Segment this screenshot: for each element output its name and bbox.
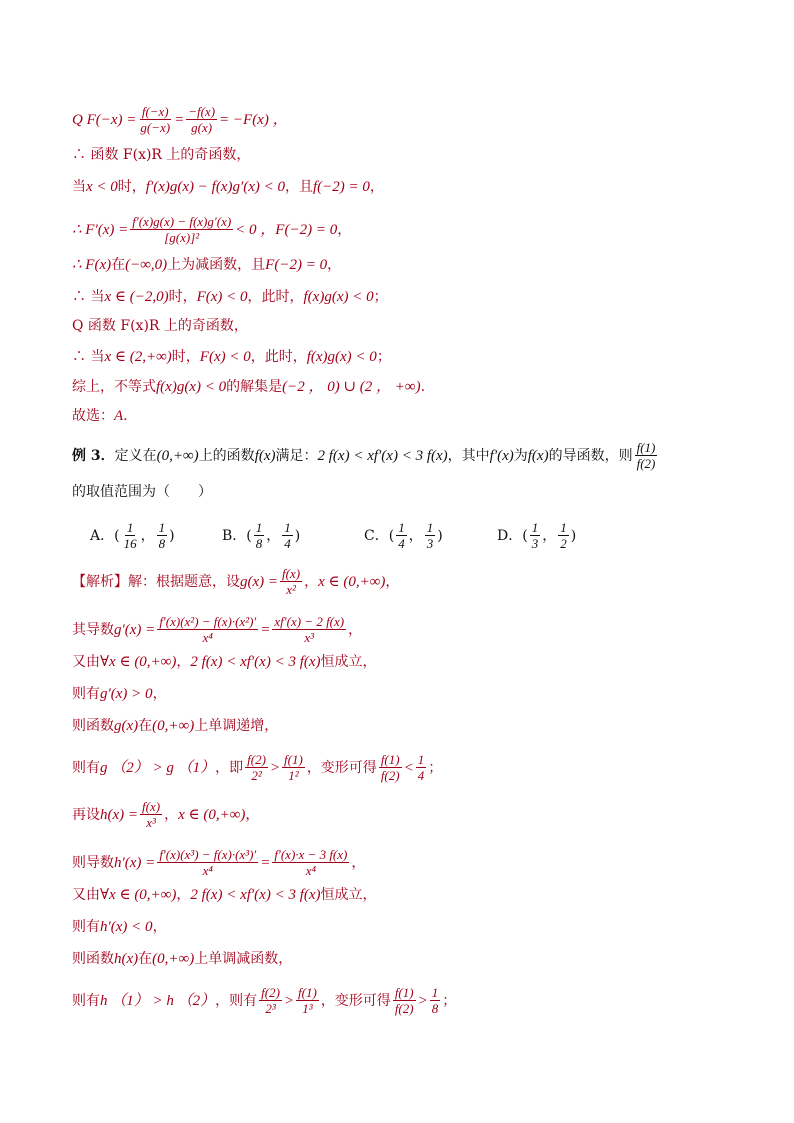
- solution-line-3: 又由 ∀x ∈ (0,+∞) ， 2 f(x) < xf′(x) < 3 f(x) 恒成立，: [72, 654, 377, 670]
- option-d[interactable]: D．( $\frac{1}{3}$ ， $\frac{1}{2}$ ): [497, 520, 577, 551]
- solution-line-1: 【解析】 解：根据题意，设 g(x) = $\frac{f(x)}{\text{x²}}$ ， x ∈ (0,+∞) ，: [72, 566, 400, 597]
- solution-line-7: 再设 h(x) = $\frac{f(x)}{\text{x³}}$ ， x ∈ (0,+∞) ，: [72, 799, 260, 830]
- example-label: 例 3．: [72, 447, 115, 464]
- fraction: $\frac{f(-x)}{g(-x)}$: [140, 104, 171, 135]
- proof-line-9: 综上，不等式 f(x)g(x) < 0 的解集是 (−2 ， 0) ∪ (2 ， +∞) .: [72, 379, 426, 395]
- fraction: $\frac{f'(x)g(x) - f(x)g'(x)}{\text{[g(x)]²}}$: [132, 214, 232, 245]
- proof-line-5: ∴ F(x) 在 (−∞,0) 上为减函数，且 F(−2) = 0 ，: [72, 257, 342, 273]
- proof-line-1: Q F(−x) = $\frac{f(-x)}{g(-x)}$ = $\frac{-f(x)}{g(x)}$ = −F(x) ，: [72, 104, 288, 135]
- proof-line-2: ∴ 函数 F(x)R 上的奇函数，: [72, 147, 251, 163]
- solution-line-5: 则函数 g(x) 在 (0,+∞) 上单调递增，: [72, 718, 279, 734]
- fraction: $\frac{f(1)}{f(2)}$: [636, 440, 656, 471]
- proof-line-7: Q 函数 F(x)R 上的奇函数，: [72, 318, 248, 334]
- proof-line-10: 故选： A .: [72, 408, 128, 424]
- option-b[interactable]: B．( $\frac{1}{8}$ ， $\frac{1}{4}$ ): [222, 520, 301, 551]
- solution-line-12: 则有 h （1） > h （2） ，则有 $\frac{f(2)}{\text{2³}}$ > $\frac{f(1)}{\text{1³}}$ ，变形可得 $\frac{f(1)}{f(2)}$ > $\frac{1}{8}$ ；: [72, 985, 457, 1016]
- option-a[interactable]: A．( $\frac{1}{16}$ ， $\frac{1}{8}$ ): [90, 520, 175, 551]
- solution-line-9: 又由 ∀x ∈ (0,+∞) ， 2 f(x) < xf′(x) < 3 f(x) 恒成立，: [72, 887, 377, 903]
- proof-line-8: ∴ 当 x ∈ (2,+∞) 时， F(x) < 0 ，此时， f(x)g(x) < 0 ；: [72, 349, 391, 365]
- example-3-question: 的取值范围为（ ）: [72, 484, 212, 500]
- math-text: Q F(−x) =: [72, 111, 137, 128]
- solution-line-2: 其导数 g′(x) = $\frac{\text{f′(x)(x²) − f(x)·(x²)′}}{\text{x⁴}}$ = $\frac{xf'(x) - 2 f(x)}{\text{x³}}$ ，: [72, 614, 363, 645]
- solution-line-4: 则有 g′(x) > 0 ，: [72, 686, 167, 702]
- solution-line-8: 则导数 h′(x) = $\frac{\text{f′(x)(x³) − f(x)·(x³)′}}{\text{x⁴}}$ = $\frac{f'(x)\cdot x - 3 f(x)}{\text{x⁴}}$ ，: [72, 847, 366, 878]
- proof-line-6: ∴ 当 x ∈ (−2,0) 时， F(x) < 0 ，此时， f(x)g(x) < 0 ；: [72, 289, 388, 305]
- example-3-statement: 例 3． 定义在 (0,+∞) 上的函数 f(x) 满足： 2 f(x) < xf′(x) < 3 f(x) ，其中 f′(x) 为 f(x) 的导函数，则 $\frac{f(1)}{f(2)}$: [72, 440, 656, 471]
- solution-line-10: 则有 h′(x) < 0 ，: [72, 919, 167, 935]
- solution-line-11: 则函数 h(x) 在 (0,+∞) 上单调减函数，: [72, 951, 293, 967]
- solution-line-6: 则有 g （2） > g （1） ，即 $\frac{f(2)}{\text{2²}}$ > $\frac{f(1)}{\text{1²}}$ ，变形可得 $\frac{f(1)}{f(2)}$ < $\frac{1}{4}$ ；: [72, 752, 443, 783]
- solution-tag: 【解析】: [72, 573, 128, 590]
- proof-line-4: ∴ F′(x) = $\frac{f'(x)g(x) - f(x)g'(x)}{\text{[g(x)]²}}$ < 0 ， F(−2) = 0 ，: [72, 214, 352, 245]
- option-c[interactable]: C．( $\frac{1}{4}$ ， $\frac{1}{3}$ ): [364, 520, 443, 551]
- fraction: $\frac{-f(x)}{g(x)}$: [188, 104, 216, 135]
- proof-line-3: 当 x < 0 时， f′(x)g(x) − f(x)g′(x) < 0 ，且 f(−2) = 0 ，: [72, 179, 384, 195]
